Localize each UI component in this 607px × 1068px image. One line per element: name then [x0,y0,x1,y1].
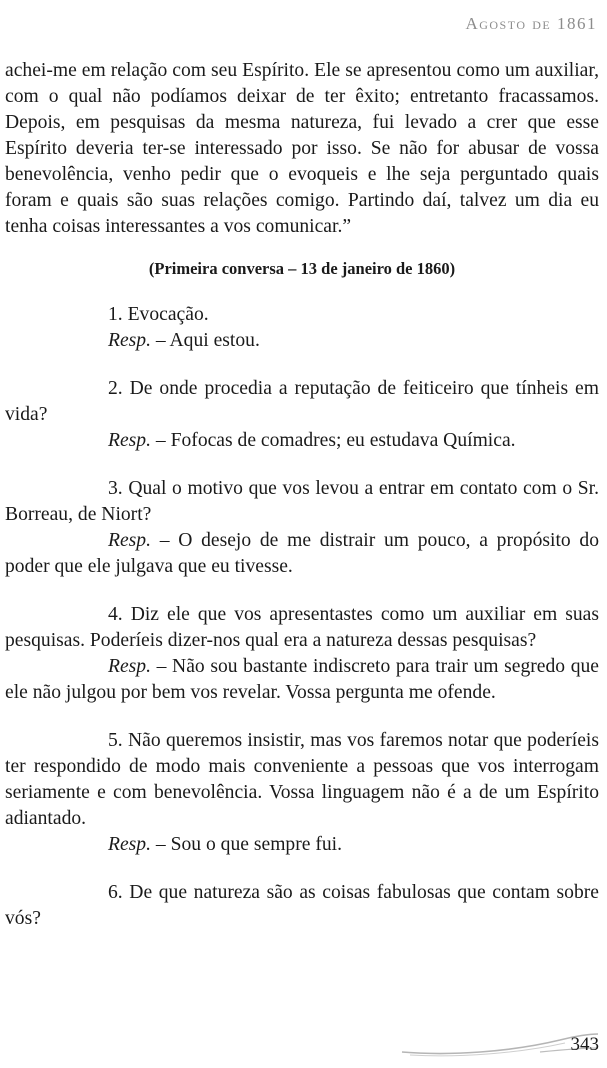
question-2: 2. De onde procedia a reputação de feiticeiro que tínheis em vida? [5,378,599,425]
page-body [5,58,599,954]
resp-label: Resp. [108,430,151,451]
answer-text: – Sou o que sempre fui. [151,834,343,855]
answer-4 [5,654,599,706]
answer-text: – Aqui estou. [151,330,260,351]
resp-label: Resp. [108,656,151,677]
question-1: 1. Evocação. [108,304,209,325]
answer-text: – Fofocas de comadres; eu estudava Química. [151,430,516,451]
answer-1 [5,328,599,354]
question-4: 4. Diz ele que vos apresentastes como um auxiliar em suas pesquisas. Poderíeis dizer-nos qual era a natureza dessas pesquisas? [5,604,599,651]
qa-item-3 [5,476,599,580]
answer-text: – O desejo de me distrair um pouco, a propósito do poder que ele julgava que eu tivesse. [5,530,599,577]
question-3: 3. Qual o motivo que vos levou a entrar em contato com o Sr. Borreau, de Niort? [5,478,599,525]
resp-label: Resp. [108,834,151,855]
page-number: 343 [570,1034,599,1055]
resp-label: Resp. [108,530,151,551]
qa-item-4 [5,602,599,706]
answer-5 [5,832,599,858]
qa-item-6 [5,880,599,932]
answer-3 [5,528,599,580]
qa-item-2 [5,376,599,454]
conversation-title: (Primeira conversa – 13 de janeiro de 1860) [148,259,456,278]
question-6: 6. De que natureza são as coisas fabulosas que contam sobre vós? [5,882,599,929]
intro-paragraph: achei-me em relação com seu Espírito. Ele se apresentou como um auxiliar, com o qual não podíamos deixar de ter êxito; entretanto fracassamos. Depois, em pesquisas da mesma natureza, fui levado a crer que esse Espírito deveria ter-se interessado por isso. Se não for abusar de vossa benevolência, venho pedir que o evoqueis e lhe seja perguntado quais foram e quais são suas relações comigo. Partindo daí, talvez um dia eu tenha coisas interessantes a vos comunicar.” [5,60,599,237]
resp-label: Resp. [108,330,151,351]
answer-text: – Não sou bastante indiscreto para trair um segredo que ele não julgou por bem vos revelar. Vossa pergunta me ofende. [5,656,599,703]
running-head: Agosto de 1861 [465,14,597,33]
qa-item-1 [5,302,599,354]
question-5: 5. Não queremos insistir, mas vos faremos notar que poderíeis ter respondido de modo mais conveniente a pessoas que vos interrogam seriamente e com benevolência. Vossa linguagem não é a de um Espírito adiantado. [5,730,599,829]
answer-2 [5,428,599,454]
qa-item-5 [5,728,599,858]
